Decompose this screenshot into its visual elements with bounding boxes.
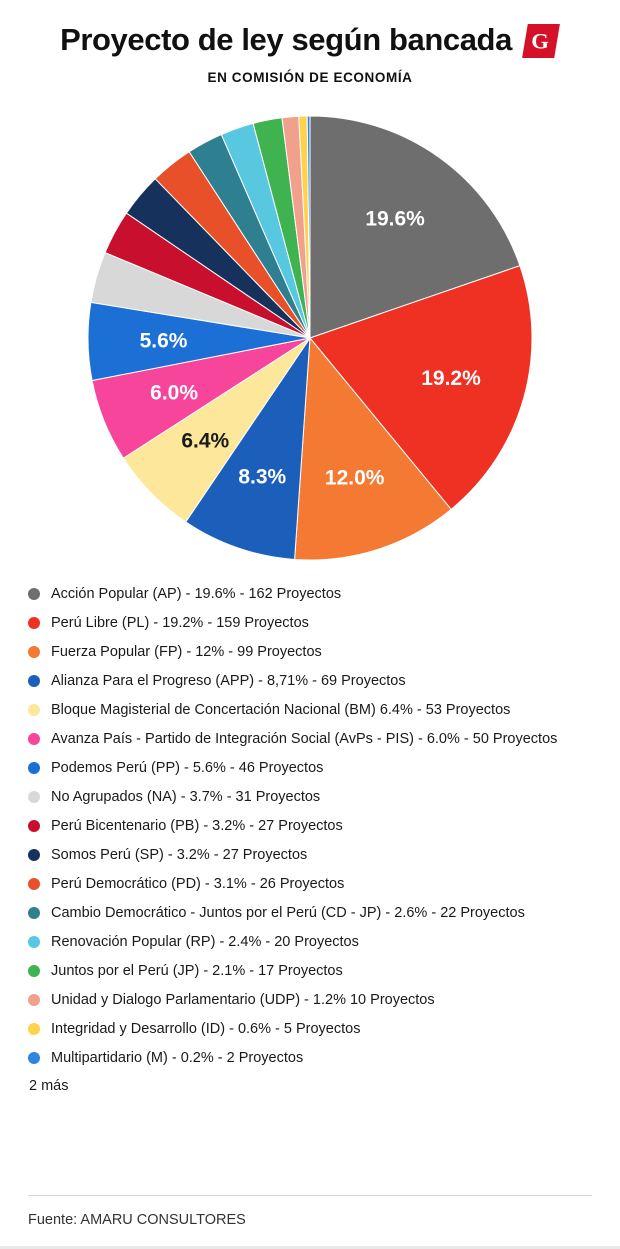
legend-item-label: Bloque Magisterial de Concertación Nacional (BM) 6.4% - 53 Proyectos [51, 701, 511, 718]
legend-color-swatch [28, 994, 40, 1006]
legend-item[interactable] [28, 782, 592, 811]
legend-color-swatch [28, 791, 40, 803]
legend-item-label: Multipartidario (M) - 0.2% - 2 Proyectos [51, 1049, 304, 1066]
legend-color-swatch [28, 675, 40, 687]
legend-item-label: Cambio Democrático - Juntos por el Perú (CD - JP) - 2.6% - 22 Proyectos [51, 904, 525, 921]
legend-item-label: Avanza País - Partido de Integración Social (AvPs - PIS) - 6.0% - 50 Proyectos [51, 730, 558, 747]
legend-item[interactable] [28, 695, 592, 724]
legend-item-label: Integridad y Desarrollo (ID) - 0.6% - 5 Proyectos [51, 1020, 361, 1037]
legend-item[interactable] [28, 927, 592, 956]
legend-item-label: Fuerza Popular (FP) - 12% - 99 Proyectos [51, 643, 322, 660]
pie-slice-label: 19.6% [365, 207, 425, 231]
svg-text:G: G [531, 28, 549, 54]
page-title: Proyecto de ley según bancada [60, 22, 512, 57]
pie-chart [85, 113, 535, 563]
pie-chart-svg [85, 113, 535, 563]
legend-item[interactable] [28, 608, 592, 637]
legend-more-label[interactable]: 2 más [29, 1078, 69, 1094]
legend-color-swatch [28, 936, 40, 948]
legend-color-swatch [28, 1023, 40, 1035]
legend-item[interactable] [28, 985, 592, 1014]
legend-item[interactable] [28, 898, 592, 927]
legend-color-swatch [28, 704, 40, 716]
legend-item[interactable] [28, 579, 592, 608]
legend-item-label: Perú Libre (PL) - 19.2% - 159 Proyectos [51, 614, 309, 631]
page-subtitle: EN COMISIÓN DE ECONOMÍA [207, 70, 413, 85]
legend-color-swatch [28, 588, 40, 600]
pie-slice-label: 5.6% [139, 329, 188, 353]
legend [0, 573, 620, 1181]
legend-item-label: Acción Popular (AP) - 19.6% - 162 Proyectos [51, 585, 342, 602]
legend-item[interactable] [28, 840, 592, 869]
legend-color-swatch [28, 646, 40, 658]
legend-color-swatch [28, 849, 40, 861]
legend-item-label: Renovación Popular (RP) - 2.4% - 20 Proyectos [51, 933, 359, 950]
chart-area [0, 103, 620, 573]
legend-color-swatch [28, 733, 40, 745]
legend-item-label: Unidad y Dialogo Parlamentario (UDP) - 1.2% 10 Proyectos [51, 991, 435, 1008]
legend-item[interactable] [28, 869, 592, 898]
legend-color-swatch [28, 878, 40, 890]
legend-item[interactable] [28, 1043, 592, 1072]
legend-item[interactable] [28, 724, 592, 753]
header [0, 0, 620, 85]
legend-item[interactable] [28, 956, 592, 985]
legend-color-swatch [28, 617, 40, 629]
legend-item-label: Somos Perú (SP) - 3.2% - 27 Proyectos [51, 846, 308, 863]
legend-color-swatch [28, 965, 40, 977]
legend-item-label: Perú Bicentenario (PB) - 3.2% - 27 Proyectos [51, 817, 343, 834]
title-row [28, 22, 592, 58]
pie-slice-label: 6.4% [181, 429, 230, 453]
legend-color-swatch [28, 1052, 40, 1064]
legend-item[interactable] [28, 811, 592, 840]
legend-item-label: Podemos Perú (PP) - 5.6% - 46 Proyectos [51, 759, 324, 776]
legend-item[interactable] [28, 753, 592, 782]
pie-slice-label: 12.0% [324, 466, 385, 490]
legend-item[interactable] [28, 666, 592, 695]
legend-item-label: Alianza Para el Progreso (APP) - 8,71% - 69 Proyectos [51, 672, 406, 689]
legend-item-label: No Agrupados (NA) - 3.7% - 31 Proyectos [51, 788, 321, 805]
legend-item-label: Juntos por el Perú (JP) - 2.1% - 17 Proyectos [51, 962, 343, 979]
legend-color-swatch [28, 907, 40, 919]
source-note: Fuente: AMARU CONSULTORES [28, 1212, 246, 1228]
pie-slice-label: 19.2% [421, 366, 481, 390]
pie-slice-label: 8.3% [238, 465, 287, 489]
legend-item[interactable] [28, 1014, 592, 1043]
pie-slice-label: 6.0% [150, 381, 199, 405]
legend-color-swatch [28, 762, 40, 774]
legend-item-label: Perú Democrático (PD) - 3.1% - 26 Proyectos [51, 875, 345, 892]
legend-color-swatch [28, 820, 40, 832]
gestion-logo-icon [522, 24, 560, 58]
legend-item[interactable] [28, 637, 592, 666]
